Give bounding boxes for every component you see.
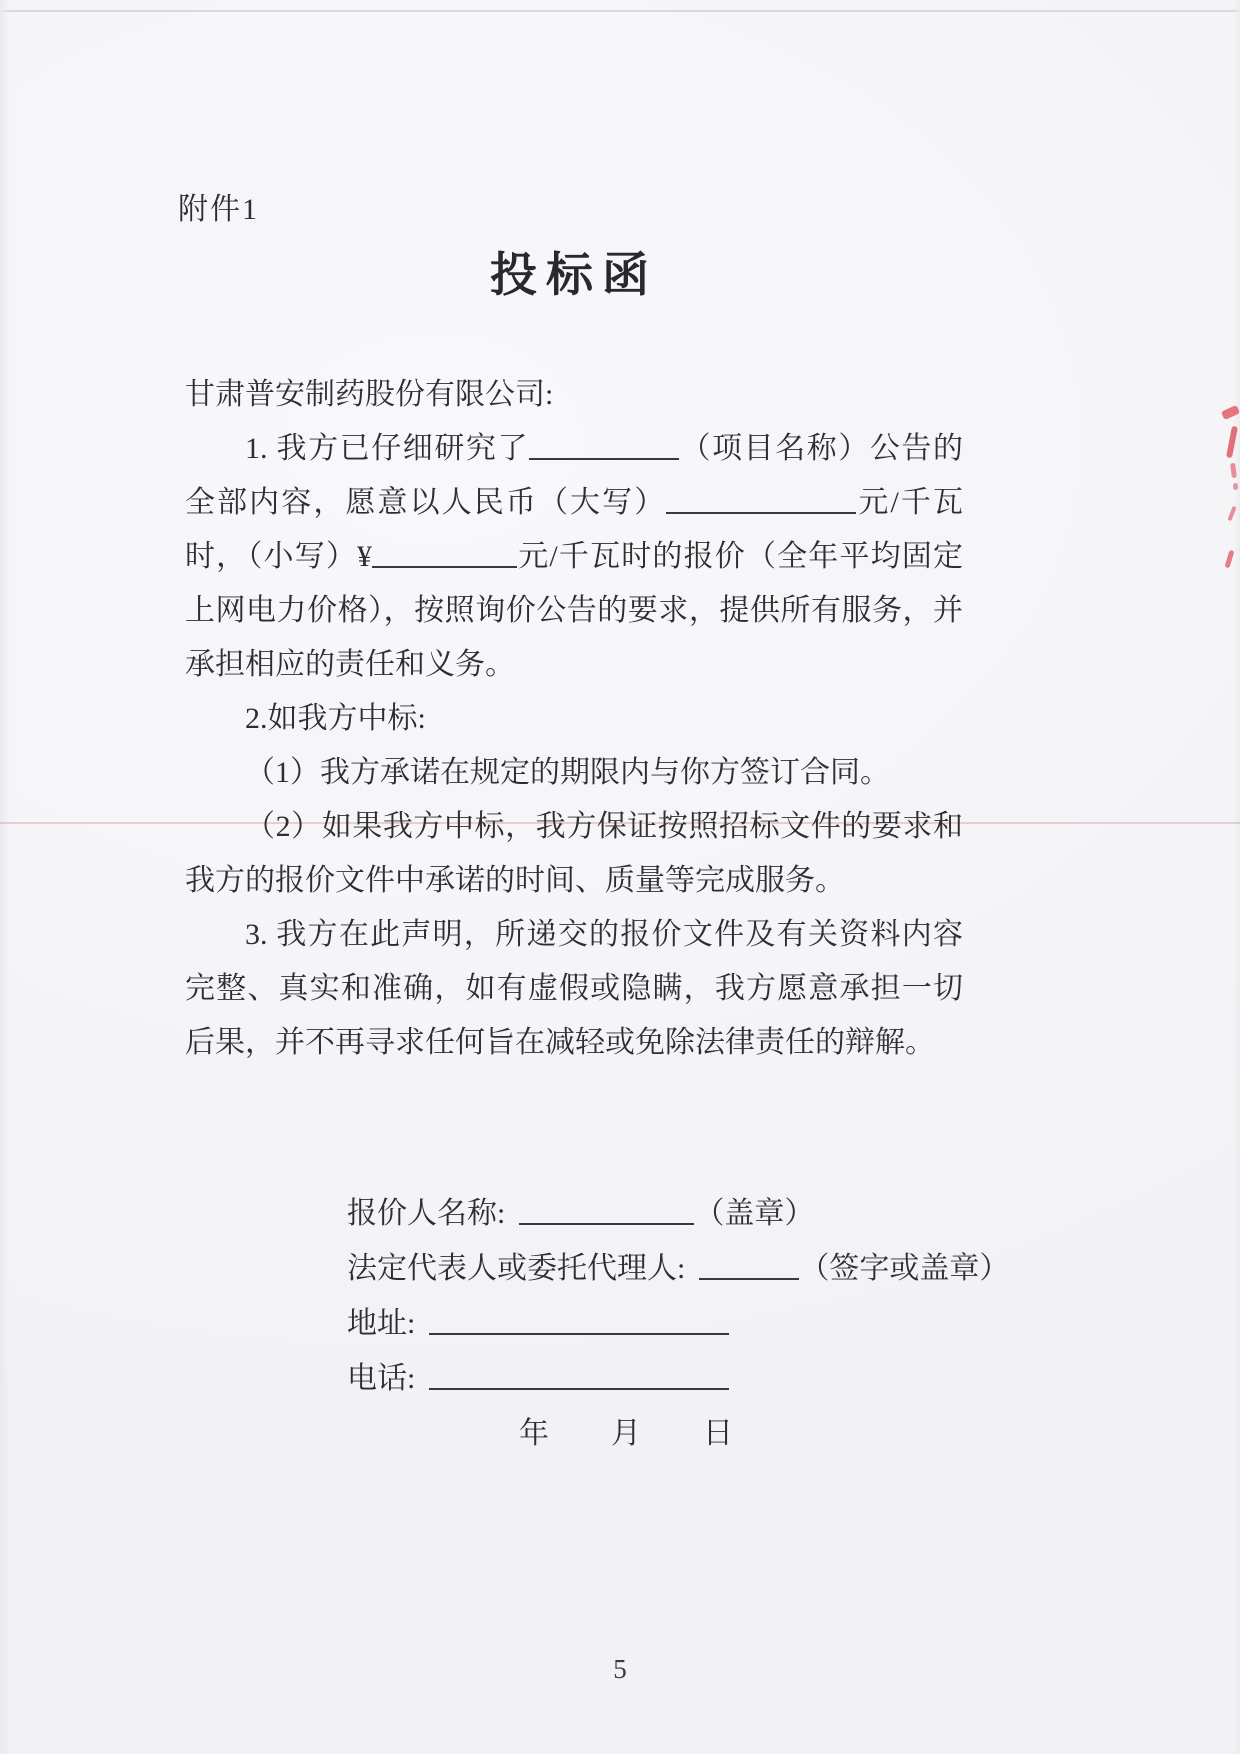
address-row <box>347 1296 1107 1351</box>
date-day-label: 日 <box>703 1417 733 1450</box>
attachment-label: 附件1 <box>178 193 259 226</box>
page-number: 5 <box>613 1654 627 1684</box>
date-year-label: 年 <box>519 1417 549 1450</box>
paragraph-2-item-1: （1）我方承诺在规定的期限内与你方签订合同。 <box>245 756 890 789</box>
bidder-name-label: 报价人名称: <box>347 1197 506 1230</box>
blank-phone <box>429 1358 729 1390</box>
blank-bidder-name <box>519 1193 694 1225</box>
scan-edge-line-top <box>0 10 1240 12</box>
salutation-line: 甘肃普安制药股份有限公司: <box>185 378 554 411</box>
red-ink-dot <box>1233 483 1238 490</box>
paragraph-3: 3. 我方在此声明，所递交的报价文件及有关资料内容完整、真实和准确，如有虚假或隐瞒，我方愿意承担一切后果，并不再寻求任何旨在减轻或免除法律责任的辩解。 <box>185 918 963 1059</box>
blank-address <box>429 1303 729 1335</box>
representative-label: 法定代表人或委托代理人: <box>347 1252 686 1285</box>
document-title: 投标函 <box>490 250 658 302</box>
sign-or-seal-note: （签字或盖章） <box>799 1252 1010 1285</box>
red-ink-stroke <box>1224 550 1234 569</box>
blank-project-name <box>529 428 679 460</box>
phone-row <box>347 1351 1107 1406</box>
paragraph-1-text-b: （项目名称）公告的全部内容，愿意以人民币（大写） <box>185 432 963 519</box>
blank-price-in-words <box>666 482 856 514</box>
paragraph-1-text-d: 元/千瓦时的报价（全年平均固定上网电力价格），按照询价公告的要求，提供所有服务，并承担相应的责任和义务。 <box>185 540 963 681</box>
scan-edge-shadow-right <box>1234 0 1240 1754</box>
paragraph-1-text-c: 元/千瓦时，（小写）¥ <box>185 486 963 573</box>
date-row <box>347 1406 1107 1461</box>
signature-block <box>347 1186 1107 1461</box>
blank-representative-name <box>699 1248 799 1280</box>
paragraph-1-text-a: 1. 我方已仔细研究了 <box>245 432 529 465</box>
paragraph-2-item-2: （2）如果我方中标，我方保证按照招标文件的要求和我方的报价文件中承诺的时间、质量等完成服务。 <box>185 810 963 897</box>
phone-label: 电话: <box>347 1362 416 1395</box>
bidder-name-row <box>347 1186 1107 1241</box>
seal-note: （盖章） <box>694 1197 815 1230</box>
scan-edge-shadow-left <box>0 0 10 1754</box>
blank-price-in-figures <box>372 536 517 568</box>
paragraph-1 <box>185 422 963 692</box>
document-body <box>185 368 963 1070</box>
date-month-label: 月 <box>611 1417 641 1450</box>
paragraph-2-heading: 2.如我方中标: <box>245 702 426 735</box>
address-label: 地址: <box>347 1307 416 1340</box>
representative-row <box>347 1241 1107 1296</box>
